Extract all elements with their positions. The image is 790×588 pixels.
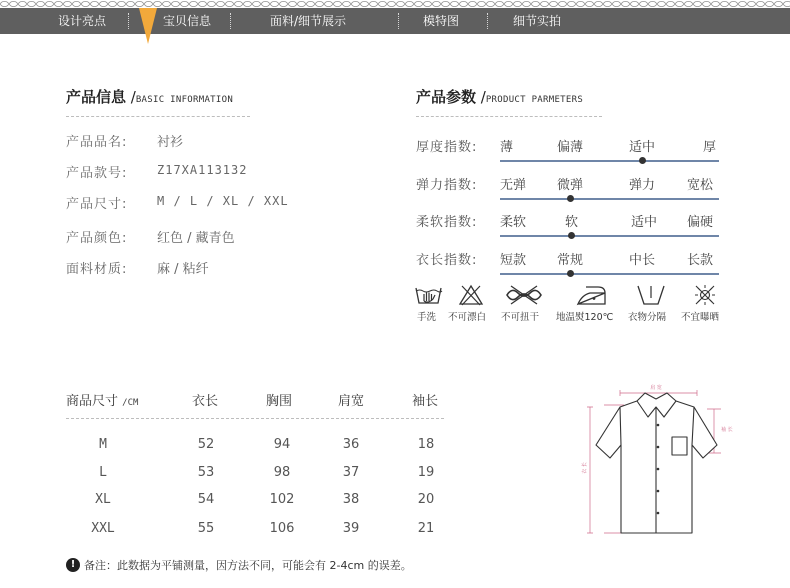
param-indicator	[568, 232, 575, 239]
no-sun-icon	[690, 283, 720, 307]
info-value-material: 麻 / 粘纤	[157, 262, 209, 277]
size-cell: XL	[95, 492, 111, 507]
size-table-title-text: 商品尺寸	[66, 394, 119, 409]
param-option: 长款	[687, 253, 714, 268]
param-option: 厚	[703, 140, 717, 155]
sleeve-label: 袖 长	[721, 427, 733, 433]
table-cell: 55	[197, 521, 215, 536]
nav-tab-design[interactable]: 设计亮点	[58, 14, 107, 28]
care-label: 不可扭干	[501, 312, 540, 323]
info-title: 产品信息 /BASIC INFORMATION	[66, 88, 234, 106]
warning-icon: !	[66, 558, 80, 572]
param-option: 柔软	[500, 215, 527, 230]
size-table-unit: /CM	[122, 398, 139, 408]
col-header-chest: 胸围	[266, 394, 293, 409]
table-cell: 106	[269, 521, 295, 536]
info-value-name: 衬衫	[157, 135, 184, 150]
nav-separator	[230, 13, 231, 29]
nav-separator	[398, 13, 399, 29]
param-row-thickness	[0, 136, 790, 166]
table-cell: 21	[417, 521, 435, 536]
param-option: 宽松	[687, 178, 714, 193]
param-track	[500, 198, 719, 200]
table-cell: 98	[273, 465, 291, 480]
info-value-color: 红色 / 藏青色	[157, 231, 235, 246]
size-cell: M	[99, 437, 107, 452]
no-wring-icon	[503, 283, 545, 307]
param-indicator	[567, 195, 574, 202]
no-bleach-icon	[456, 283, 486, 307]
params-title-en: PRODUCT PARMETERS	[485, 95, 584, 105]
param-track	[500, 160, 719, 162]
nav-tab-model[interactable]: 模特图	[423, 14, 460, 28]
care-label: 不可漂白	[448, 312, 487, 323]
table-cell: 18	[417, 437, 435, 452]
col-header-sleeve: 袖长	[412, 394, 439, 409]
note-text: 备注：此数据为平铺测量，因方法不同，可能会有 2-4cm 的误差。	[84, 559, 412, 572]
info-title-zh: 产品信息	[66, 88, 127, 106]
active-tab-marker	[139, 8, 157, 44]
nav-tab-fabric[interactable]: 面料/细节展示	[270, 14, 347, 28]
table-cell: 36	[342, 437, 360, 452]
low-iron-icon	[574, 283, 610, 307]
col-header-length: 衣长	[192, 394, 219, 409]
params-title-zh: 产品参数	[416, 88, 477, 106]
param-option: 偏硬	[687, 215, 714, 230]
care-label: 手洗	[417, 312, 437, 323]
param-option: 弹力	[629, 178, 656, 193]
info-label-material: 面料材质:	[66, 262, 128, 277]
nav-tab-product-info[interactable]: 宝贝信息	[163, 14, 212, 28]
param-label: 厚度指数:	[416, 140, 478, 155]
info-value-style: Z17XA113132	[157, 163, 248, 177]
size-table-title	[66, 390, 138, 409]
nav-separator	[487, 13, 488, 29]
param-indicator	[639, 157, 646, 164]
info-label-name: 产品品名:	[66, 135, 128, 150]
param-track	[500, 235, 719, 237]
param-option: 无弹	[500, 178, 527, 193]
table-cell: 54	[197, 492, 215, 507]
info-divider	[66, 116, 250, 117]
nav-tab-details[interactable]: 细节实拍	[513, 14, 562, 28]
top-nav	[0, 8, 790, 34]
table-cell: 19	[417, 465, 435, 480]
param-track	[500, 273, 719, 275]
params-title: 产品参数 /PRODUCT PARMETERS	[416, 88, 584, 106]
param-row-elasticity	[0, 174, 790, 204]
param-option: 适中	[631, 215, 658, 230]
param-option: 常规	[557, 253, 584, 268]
info-label-color: 产品颜色:	[66, 231, 128, 246]
col-header-shoulder: 肩宽	[338, 394, 365, 409]
hand-wash-icon	[414, 283, 444, 307]
length-label: 衣 长	[582, 462, 588, 474]
nav-separator	[128, 13, 129, 29]
param-indicator	[567, 270, 574, 277]
param-row-length	[0, 249, 790, 279]
info-label-style: 产品款号:	[66, 166, 128, 181]
param-label: 弹力指数:	[416, 178, 478, 193]
size-cell: L	[99, 465, 107, 480]
table-cell: 38	[342, 492, 360, 507]
size-table-divider	[66, 418, 444, 419]
shirt-measurement-diagram	[584, 383, 734, 543]
decorative-border	[0, 0, 790, 8]
table-cell: 20	[417, 492, 435, 507]
info-label-size: 产品尺寸:	[66, 197, 128, 212]
params-divider	[416, 116, 602, 117]
param-label: 衣长指数:	[416, 253, 478, 268]
param-row-softness	[0, 211, 790, 241]
param-label: 柔软指数:	[416, 215, 478, 230]
table-cell: 37	[342, 465, 360, 480]
param-option: 薄	[500, 140, 514, 155]
info-title-en: BASIC INFORMATION	[135, 95, 234, 105]
size-cell: XXL	[91, 521, 115, 536]
info-value-size: M / L / XL / XXL	[157, 194, 289, 208]
table-cell: 52	[197, 437, 215, 452]
wash-separately-icon	[636, 283, 666, 307]
care-label: 不宜曝晒	[681, 312, 720, 323]
param-option: 中长	[629, 253, 656, 268]
table-cell: 39	[342, 521, 360, 536]
param-option: 软	[565, 215, 579, 230]
care-label: 地温熨120℃	[556, 312, 614, 323]
shoulder-label: 肩 宽	[650, 385, 662, 391]
param-option: 微弹	[557, 178, 584, 193]
param-option: 适中	[629, 140, 656, 155]
param-option: 偏薄	[557, 140, 584, 155]
table-cell: 102	[269, 492, 295, 507]
table-cell: 94	[273, 437, 291, 452]
table-cell: 53	[197, 465, 215, 480]
care-label: 衣物分隔	[628, 312, 667, 323]
param-option: 短款	[500, 253, 527, 268]
